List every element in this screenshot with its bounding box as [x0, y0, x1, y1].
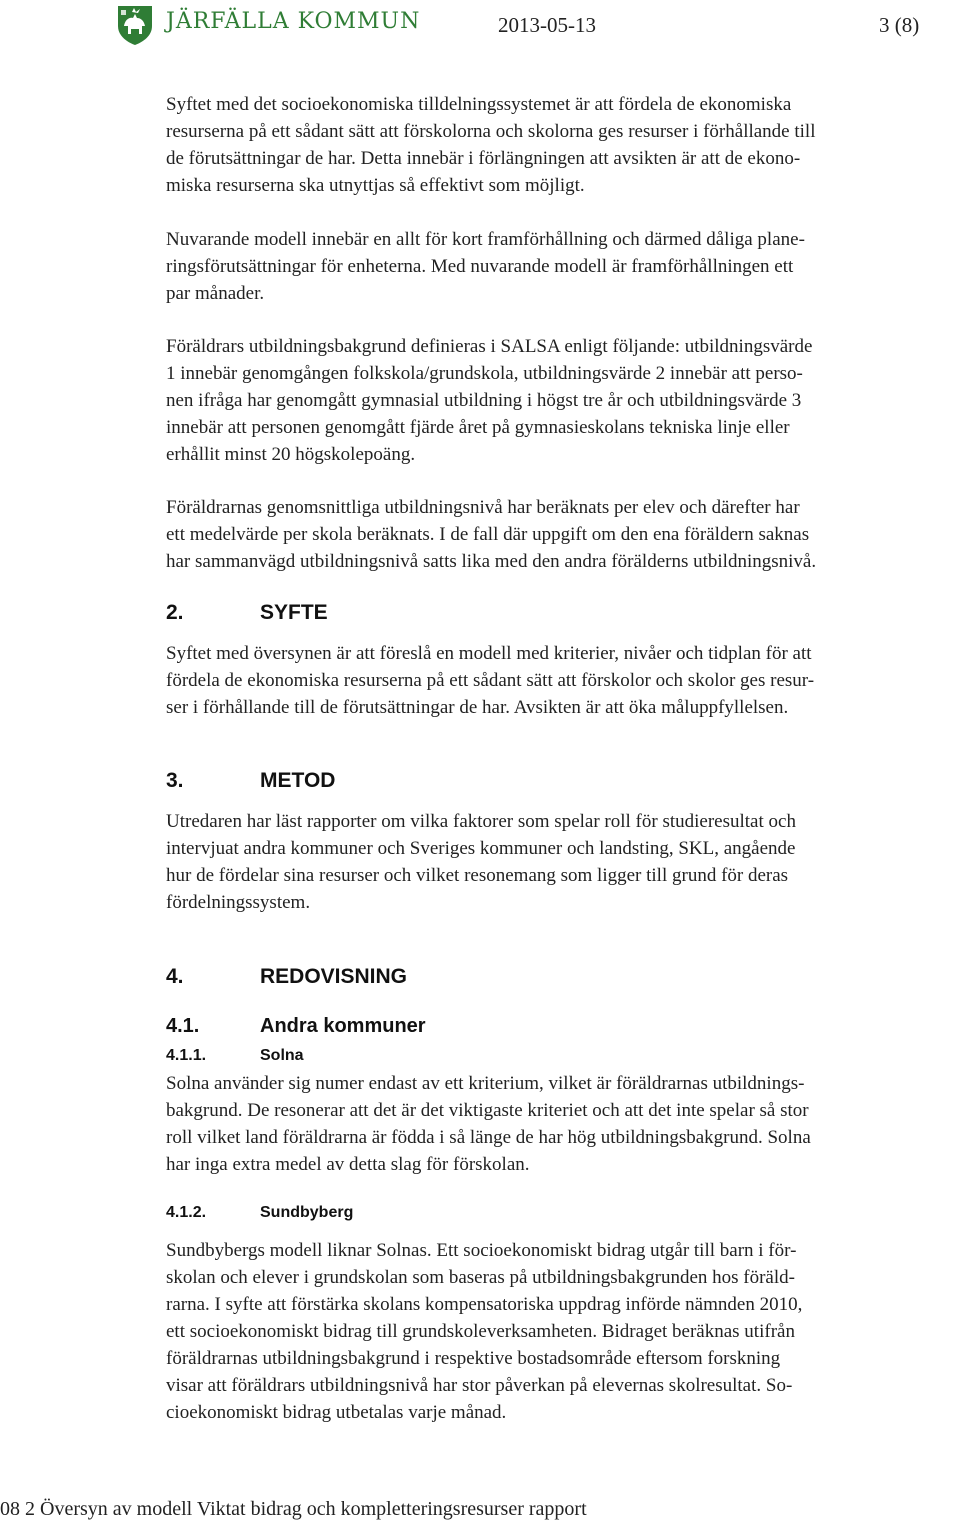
subsection-heading-andra-kommuner	[166, 1015, 426, 1038]
text-line: Syftet med det socioekonomiska tilldelningssystemet är att fördela de ekonomiska	[166, 94, 792, 115]
text-line: bakgrund. De resonerar att det är det viktigaste kriteriet och att det inte spelar så stor	[166, 1100, 809, 1121]
section-heading-redovisning	[166, 965, 407, 989]
text-line: Nuvarande modell innebär en allt för kort framförhållning och därmed dåliga plane-	[166, 229, 805, 250]
text-line: ett socioekonomiskt bidrag till grundskoleverksamheten. Bidraget beräknas utifrån	[166, 1321, 795, 1342]
heading-number: 3.	[166, 769, 184, 792]
page-number: 3 (8)	[879, 13, 920, 37]
paragraph-metod	[166, 808, 958, 916]
text-line: Sundbybergs modell liknar Solnas. Ett socioekonomiskt bidrag utgår till barn i för-	[166, 1240, 797, 1261]
heading-number: 4.1.2.	[166, 1204, 207, 1221]
text-line: hur de fördelar sina resurser och vilket resonemang som ligger till grund för deras	[166, 865, 789, 886]
text-line: intervjuat andra kommuner och Sveriges kommuner och landsting, SKL, angående	[166, 838, 796, 859]
text-line: ett medelvärde per skola beräknats. I de fall där uppgift om den ena föräldern saknas	[166, 524, 810, 545]
text-line: fördelningssystem.	[166, 892, 311, 913]
heading-number: 4.	[166, 965, 184, 988]
heading-number: 4.1.	[166, 1015, 200, 1037]
text-line: de förutsättningar de har. Detta innebär i förlängningen att avsikten är att de ekono-	[166, 148, 801, 169]
section-heading-syfte	[166, 601, 328, 625]
document-footer: 08 2 Översyn av modell Viktat bidrag och kompletteringsresurser rapport	[0, 1498, 587, 1520]
text-line: Utredaren har läst rapporter om vilka faktorer som spelar roll för studieresultat och	[166, 811, 796, 832]
text-line: roll vilket land föräldrarna är födda i så länge de har hög utbildningsbakgrund. Solna	[166, 1127, 811, 1148]
municipal-crest-icon	[115, 4, 155, 46]
subsubsection-heading-sundbyberg	[166, 1204, 353, 1222]
text-line: ringsförutsättningar för enheterna. Med nuvarande modell är framförhållningen ett	[166, 256, 794, 277]
text-line: innebär att personen genomgått fjärde året på gymnasieskolans tekniska linje eller	[166, 417, 790, 438]
text-line: har inga extra medel av detta slag för förskolan.	[166, 1154, 530, 1175]
paragraph-purpose-intro	[166, 91, 958, 199]
document-date: 2013-05-13	[498, 13, 596, 37]
heading-title: Solna	[260, 1047, 304, 1064]
text-line: ser i förhållande till de förutsättningar de har. Avsikten är att öka måluppfyllelsen.	[166, 697, 789, 718]
text-line: har sammanvägd utbildningsnivå satts lika med den andra förälderns utbildningsnivå.	[166, 551, 817, 572]
text-line: resurserna på ett sådant sätt att förskolorna och skolorna ges resurser i förhållande till	[166, 121, 816, 142]
heading-title: SYFTE	[260, 601, 328, 624]
paragraph-sundbyberg	[166, 1237, 958, 1426]
paragraph-average-level	[166, 494, 958, 575]
text-line: föräldrarnas utbildningsbakgrund i respektive bostadsområde eftersom forskning	[166, 1348, 781, 1369]
municipality-brand: JÄRFÄLLA KOMMUN	[166, 9, 421, 34]
paragraph-current-model	[166, 226, 958, 307]
text-line: Föräldrarnas genomsnittliga utbildningsnivå har beräknats per elev och därefter har	[166, 497, 800, 518]
text-line: visar att föräldrars utbildningsnivå har stor påverkan på elevernas skolresultat. So-	[166, 1375, 793, 1396]
text-line: erhållit minst 20 högskolepoäng.	[166, 444, 416, 465]
heading-title: REDOVISNING	[260, 965, 408, 988]
paragraph-education-definition	[166, 333, 958, 468]
heading-number: 4.1.1.	[166, 1047, 207, 1064]
text-line: cioekonomiskt bidrag utbetalas varje månad.	[166, 1402, 507, 1423]
paragraph-syfte	[166, 640, 958, 721]
text-line: 1 innebär genomgången folkskola/grundskola, utbildningsvärde 2 innebär att perso-	[166, 363, 803, 384]
text-line: Föräldrars utbildningsbakgrund definieras i SALSA enligt följande: utbildningsvärde	[166, 336, 813, 357]
text-line: rarna. I syfte att förstärka skolans kompensatoriska uppdrag införde nämnden 2010,	[166, 1294, 803, 1315]
text-line: par månader.	[166, 283, 265, 304]
paragraph-solna	[166, 1070, 958, 1178]
text-line: skolan och elever i grundskolan som baseras på utbildningsbakgrunden hos föräld-	[166, 1267, 795, 1288]
heading-title: METOD	[260, 769, 336, 792]
text-line: Solna använder sig numer endast av ett kriterium, vilket är föräldrarnas utbildnings-	[166, 1073, 805, 1094]
section-heading-metod	[166, 769, 335, 793]
text-line: Syftet med översynen är att föreslå en modell med kriterier, nivåer och tidplan för att	[166, 643, 812, 664]
heading-title: Sundbyberg	[260, 1204, 354, 1221]
text-line: fördela de ekonomiska resurserna på ett sådant sätt att förskolor och skolor ges resur-	[166, 670, 815, 691]
subsubsection-heading-solna	[166, 1047, 304, 1065]
heading-title: Andra kommuner	[260, 1015, 426, 1037]
text-line: nen ifråga har genomgått gymnasial utbildning i högst tre år och utbildningsvärde 3	[166, 390, 802, 411]
text-line: miska resurserna ska utnyttjas så effektivt som möjligt.	[166, 175, 585, 196]
heading-number: 2.	[166, 601, 184, 624]
